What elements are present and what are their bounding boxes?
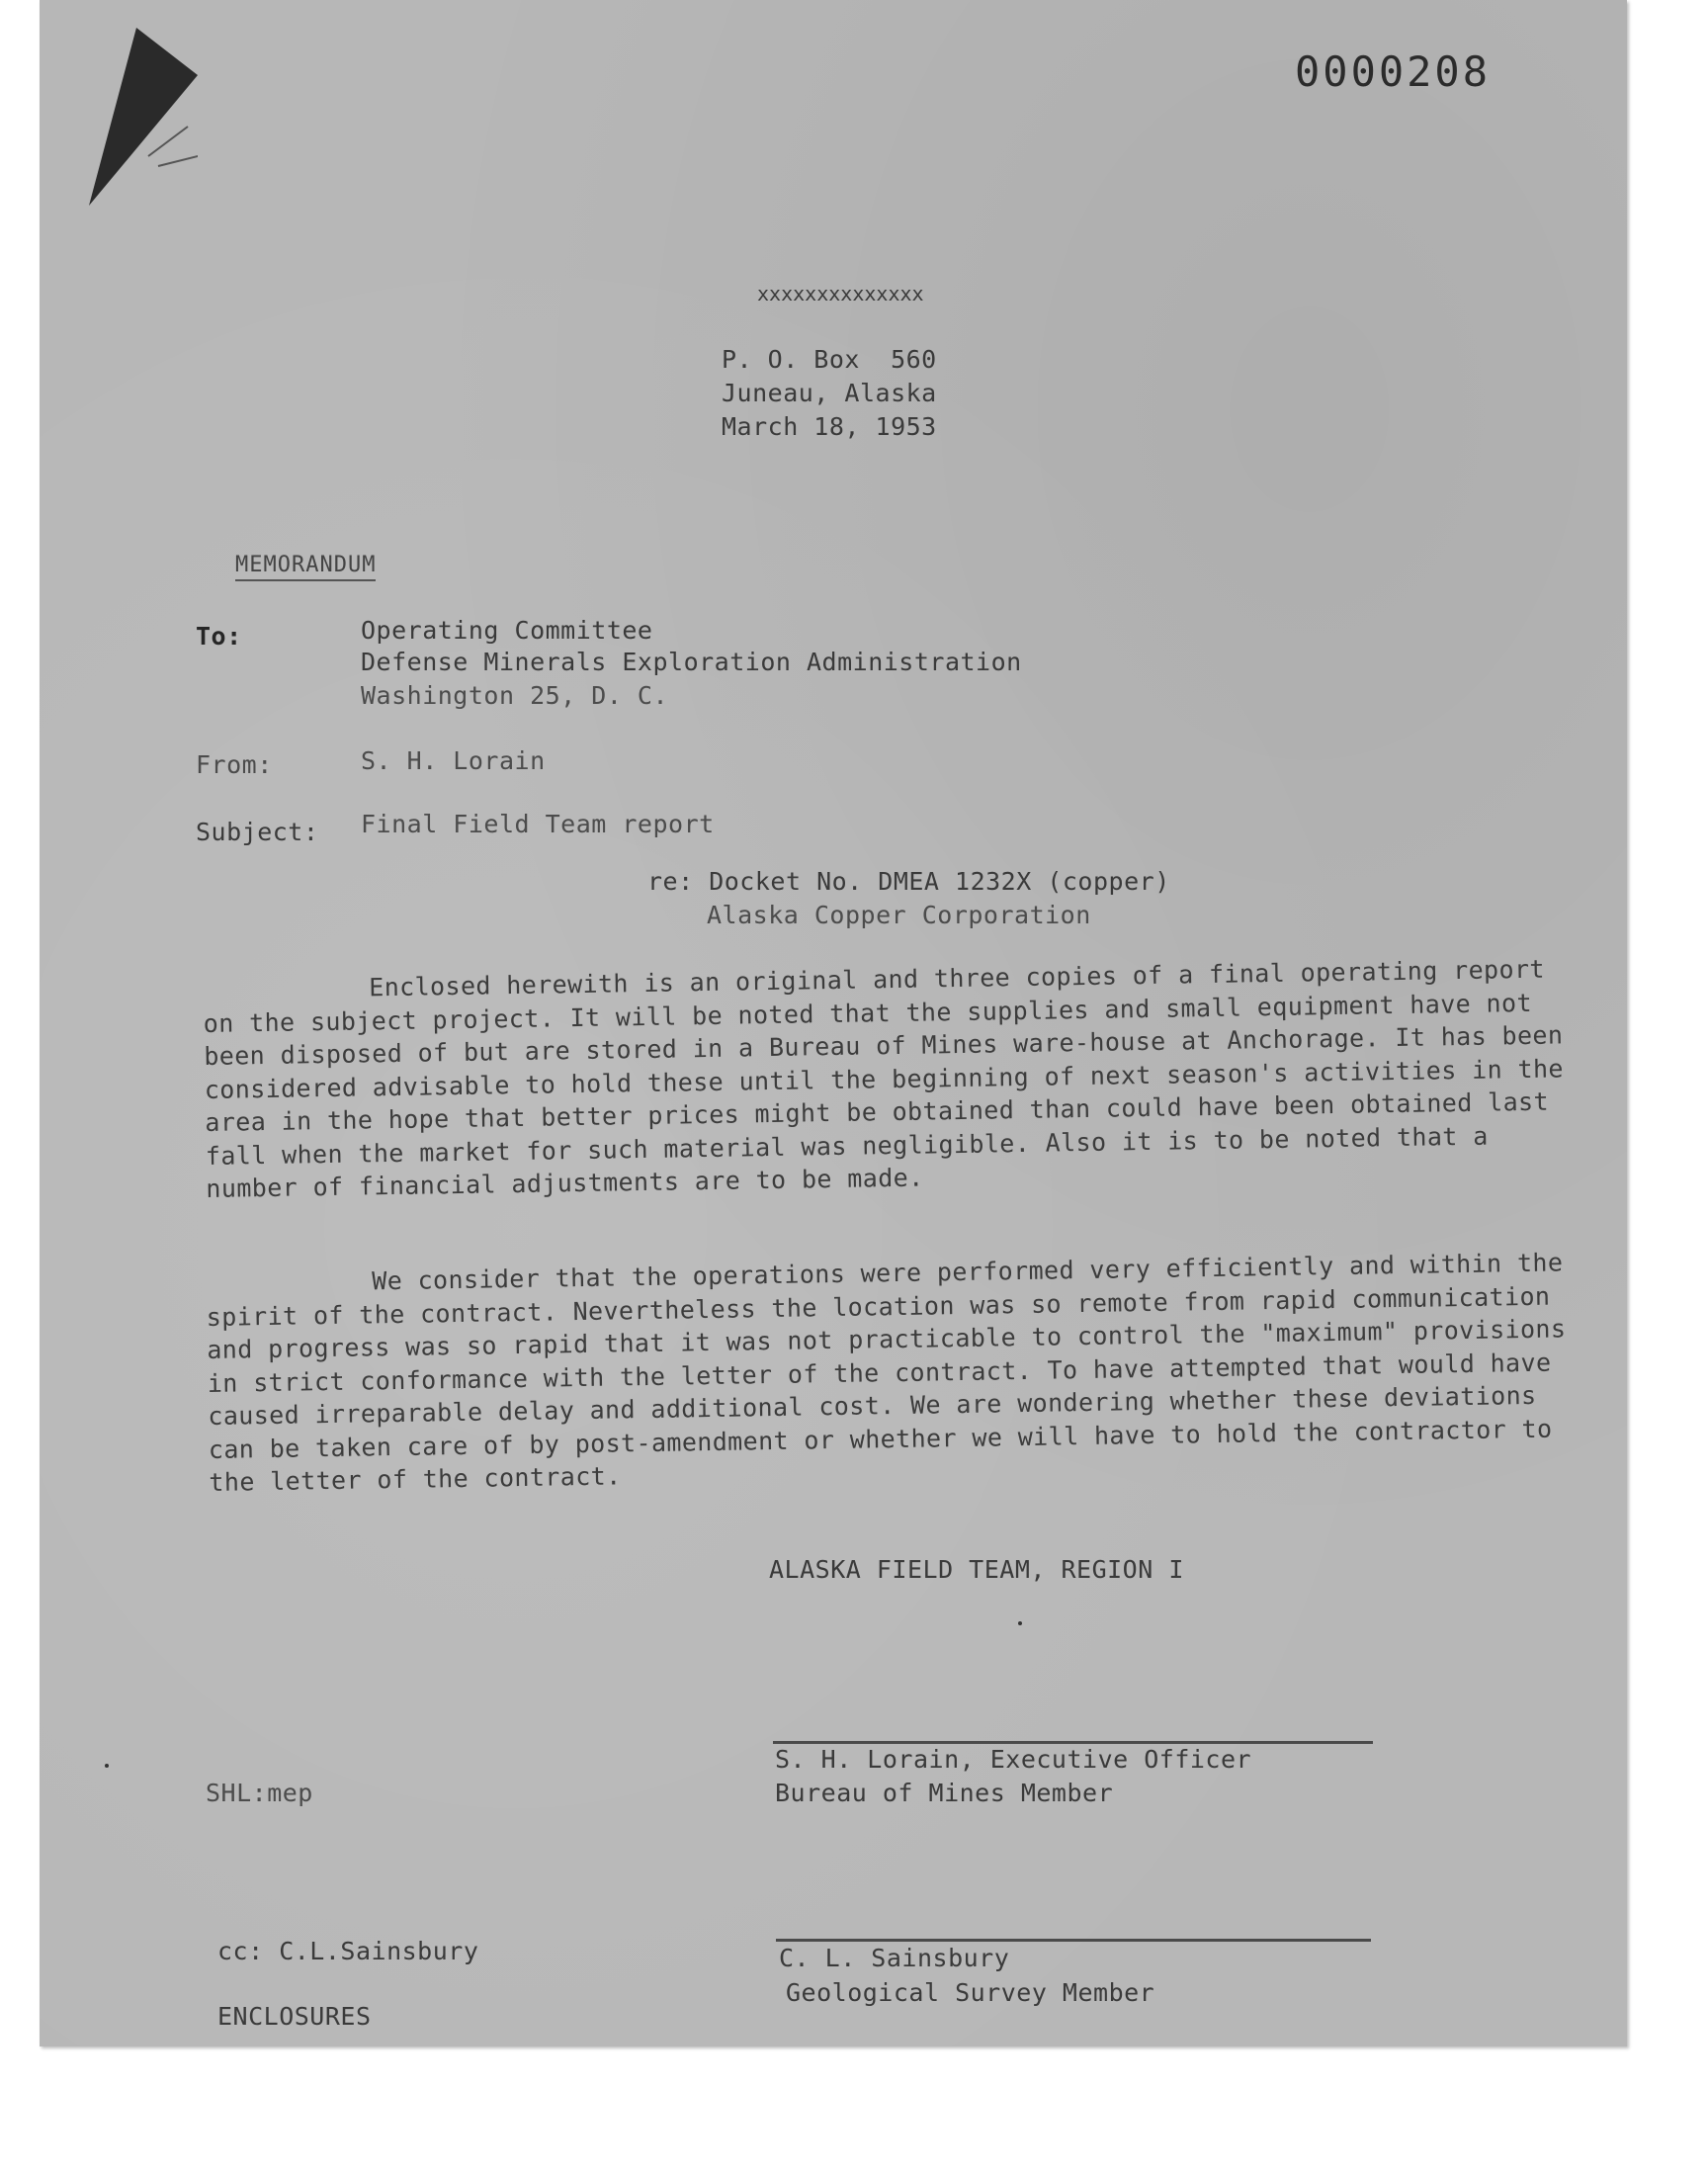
- memo-title: MEMORANDUM: [235, 553, 376, 581]
- signatory-2-title: Geological Survey Member: [786, 1978, 1155, 2007]
- from-value: S. H. Lorain: [361, 746, 546, 775]
- signatory-2-name: C. L. Sainsbury: [779, 1944, 1010, 1972]
- document-number: 0000208: [1295, 47, 1492, 96]
- corner-staple-mark-icon: [89, 28, 198, 206]
- enclosures-line: ENCLOSURES: [217, 2002, 372, 2031]
- signatory-1-name: S. H. Lorain, Executive Officer: [775, 1745, 1252, 1774]
- typist-initials: SHL:mep: [206, 1779, 313, 1807]
- ink-dot: [105, 1764, 109, 1768]
- address-line-2: Juneau, Alaska: [722, 379, 937, 407]
- re-line-1: re: Docket No. DMEA 1232X (copper): [647, 867, 1170, 896]
- to-label: To:: [196, 622, 242, 651]
- to-line-3: Washington 25, D. C.: [361, 681, 669, 710]
- subject-value: Final Field Team report: [361, 810, 715, 838]
- subject-label: Subject:: [196, 818, 319, 846]
- struck-out-line: xxxxxxxxxxxxxx: [757, 282, 924, 305]
- document-page: [40, 0, 1627, 2046]
- signatory-1-title: Bureau of Mines Member: [775, 1779, 1114, 1807]
- to-line-1: Operating Committee: [361, 616, 653, 645]
- cc-line: cc: C.L.Sainsbury: [217, 1937, 479, 1965]
- letter-date: March 18, 1953: [722, 412, 937, 441]
- signature-line-2: [776, 1939, 1371, 1942]
- from-label: From:: [196, 750, 273, 779]
- field-team-name: ALASKA FIELD TEAM, REGION I: [769, 1555, 1184, 1584]
- re-line-2: Alaska Copper Corporation: [707, 901, 1091, 929]
- body-paragraph-1: Enclosed herewith is an original and three copies of a final operating report on the subject project. It will be noted that the supplies and small equipment have not been disposed of but are stored in a Bureau of Mines ware-house at Anchorage. It has been considered advisable to hold these until the beginning of next season's activities in the area in the hope that better prices might be obtained than could have been obtained last fall when the market for such material was negligible. Also it is to be noted that a number of financial adjustments are to be made.: [203, 954, 1565, 1203]
- ink-dot: [1018, 1621, 1022, 1625]
- to-line-2: Defense Minerals Exploration Administration: [361, 648, 1022, 676]
- body-paragraph-2: We consider that the operations were performed very efficiently and within the spirit of the contract. Nevertheless the location was so remote from rapid communication and progress was so rapid that it was not practicable to control the "maximum" provisions in strict conformance with the letter of the contract. To have attempted that would have caused irreparable delay and additional cost. We are wondering whether these deviations can be taken care of by post-amendment or whether we will have to hold the contractor to the letter of the contract.: [206, 1248, 1567, 1497]
- address-line-1: P. O. Box 560: [722, 345, 937, 374]
